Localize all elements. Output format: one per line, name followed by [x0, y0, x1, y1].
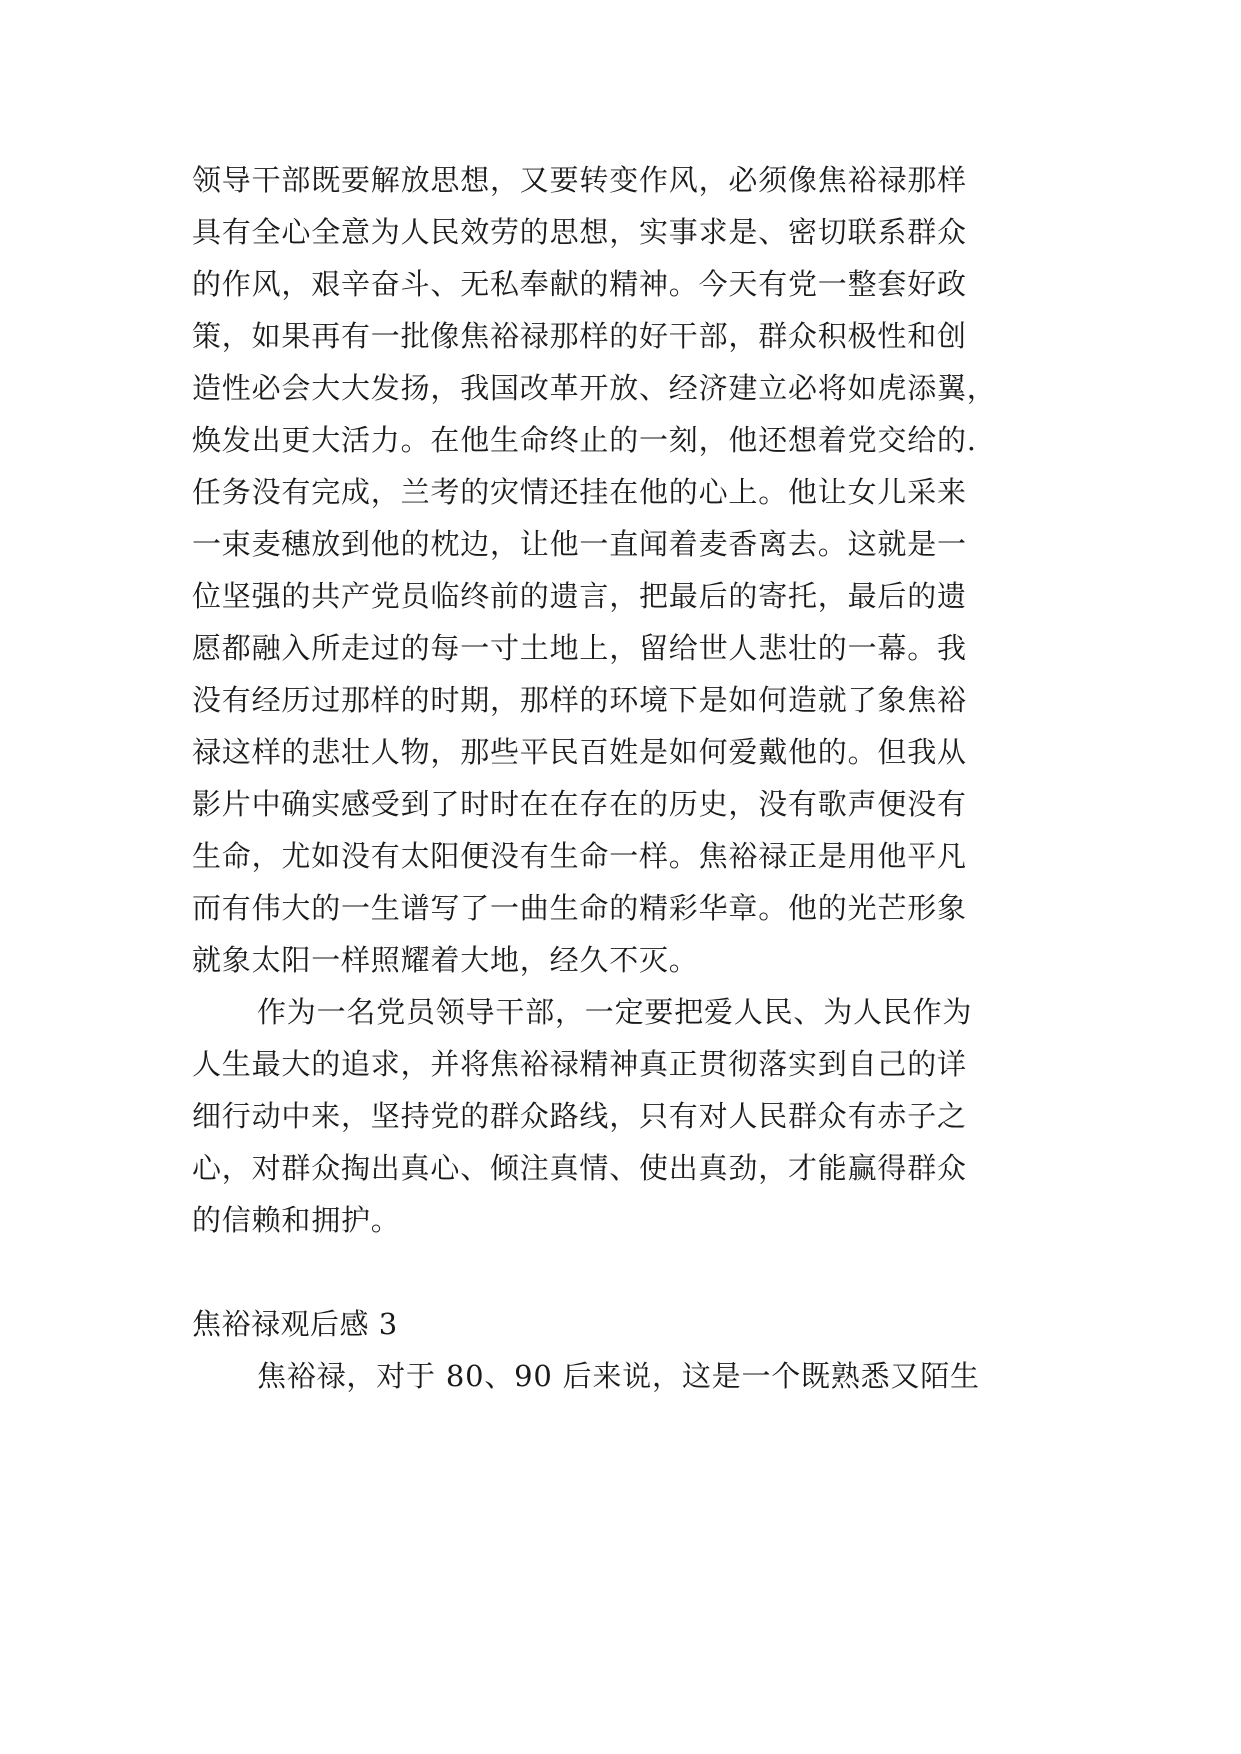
paragraph-1-line-13: 影片中确实感受到了时时在在存在的历史，没有歌声便没有: [192, 787, 967, 821]
paragraph-2-line-3: 细行动中来，坚持党的群众路线，只有对人民群众有赤子之: [192, 1099, 967, 1133]
paragraph-1-line-5: 造性必会大大发扬，我国改革开放、经济建立必将如虎添翼，: [192, 371, 997, 405]
paragraph-1-line-1: 领导干部既要解放思想，又要转变作风，必须像焦裕禄那样: [192, 163, 967, 197]
paragraph-1-line-9: 位坚强的共产党员临终前的遗言，把最后的寄托，最后的遗: [192, 579, 967, 613]
paragraph-1-line-2: 具有全心全意为人民效劳的思想，实事求是、密切联系群众: [192, 215, 967, 249]
paragraph-1-line-6: 焕发出更大活力。在他生命终止的一刻，他还想着党交给的.: [192, 423, 977, 457]
paragraph-3-line-1: 焦裕禄，对于 80、90 后来说，这是一个既熟悉又陌生: [257, 1359, 980, 1393]
paragraph-1-line-8: 一束麦穗放到他的枕边，让他一直闻着麦香离去。这就是一: [192, 527, 967, 561]
paragraph-2-line-4: 心，对群众掏出真心、倾注真情、使出真劲，才能赢得群众: [192, 1151, 967, 1185]
paragraph-1-line-14: 生命，尤如没有太阳便没有生命一样。焦裕禄正是用他平凡: [192, 839, 967, 873]
paragraph-2-line-2: 人生最大的追求，并将焦裕禄精神真正贯彻落实到自己的详: [192, 1047, 967, 1081]
paragraph-1-line-15: 而有伟大的一生谱写了一曲生命的精彩华章。他的光芒形象: [192, 891, 967, 925]
paragraph-2-line-5: 的信赖和拥护。: [192, 1203, 401, 1237]
paragraph-1-line-7: 任务没有完成，兰考的灾情还挂在他的心上。他让女儿采来: [192, 475, 967, 509]
paragraph-1-line-3: 的作风，艰辛奋斗、无私奉献的精神。今天有党一整套好政: [192, 267, 967, 301]
paragraph-1-line-4: 策，如果再有一批像焦裕禄那样的好干部，群众积极性和创: [192, 319, 967, 353]
paragraph-1-line-12: 禄这样的悲壮人物，那些平民百姓是如何爱戴他的。但我从: [192, 735, 967, 769]
paragraph-1-line-11: 没有经历过那样的时期，那样的环境下是如何造就了象焦裕: [192, 683, 967, 717]
section-title: 焦裕禄观后感 3: [192, 1307, 398, 1341]
paragraph-2-line-1: 作为一名党员领导干部，一定要把爱人民、为人民作为: [257, 995, 973, 1029]
paragraph-1-line-16: 就象太阳一样照耀着大地，经久不灭。: [192, 943, 699, 977]
paragraph-1-line-10: 愿都融入所走过的每一寸土地上，留给世人悲壮的一幕。我: [192, 631, 967, 665]
